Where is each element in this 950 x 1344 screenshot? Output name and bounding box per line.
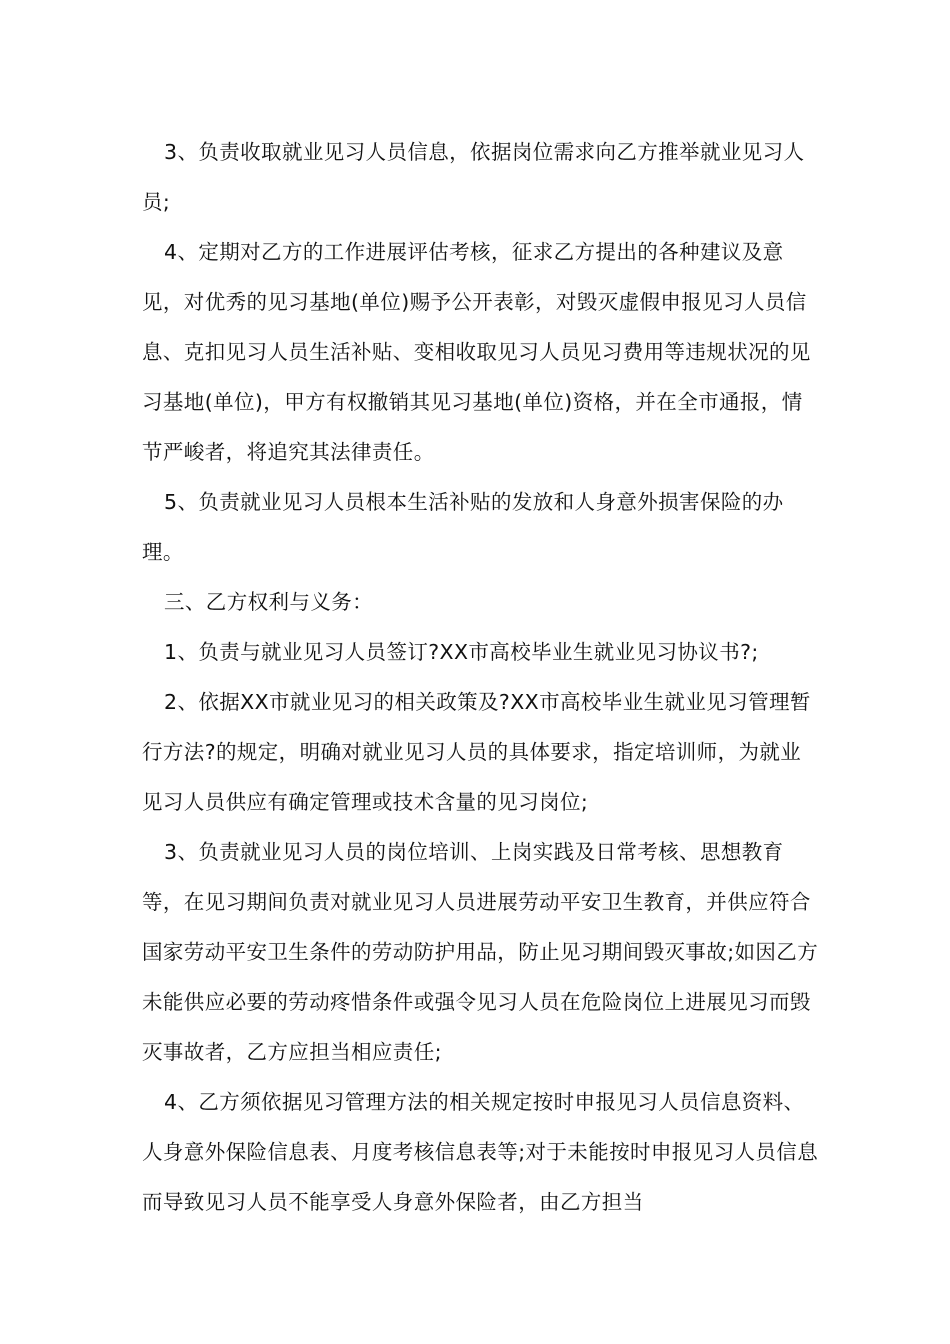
paragraph-party-b-1: 1、负责与就业见习人员签订?XX市高校毕业生就业见习协议书?; (164, 640, 759, 664)
paragraph-item-5: 5、负责就业见习人员根本生活补贴的发放和人身意外损害保险的办理。 (142, 490, 784, 564)
paragraph-party-b-4: 4、乙方须依据见习管理方法的相关规定按时申报见习人员信息资料、人身意外保险信息表、月度考核信息表等;对于未能按时申报见习人员信息而导致见习人员不能享受人身意外保险者，由乙方担当 (142, 1090, 819, 1214)
paragraph-party-b-3: 3、负责就业见习人员的岗位培训、上岗实践及日常考核、思想教育等，在见习期间负责对就业见习人员进展劳动平安卫生教育，并供应符合国家劳动平安卫生条件的劳动防护用品，防止见习期间毁灭事故;如因乙方未能供应必要的劳动疼惜条件或强令见习人员在危险岗位上进展见习而毁灭事故者，乙方应担当相应责任; (142, 840, 819, 1064)
paragraph-party-b-2: 2、依据XX市就业见习的相关政策及?XX市高校毕业生就业见习管理暂行方法?的规定，明确对就业见习人员的具体要求，指定培训师，为就业见习人员供应有确定管理或技术含量的见习岗位; (142, 690, 811, 814)
paragraph-item-4: 4、定期对乙方的工作进展评估考核，征求乙方提出的各种建议及意见，对优秀的见习基地(单位)赐予公开表彰，对毁灭虚假申报见习人员信息、克扣见习人员生活补贴、变相收取见习人员见习费用等违规状况的见习基地(单位)，甲方有权撤销其见习基地(单位)资格，并在全市通报，情节严峻者，将追究其法律责任。 (142, 240, 811, 464)
paragraph-item-3: 3、负责收取就业见习人员信息，依据岗位需求向乙方推举就业见习人员; (142, 140, 805, 214)
section-heading-party-b: 三、乙方权利与义务： (164, 590, 373, 614)
document-body (142, 127, 822, 1227)
